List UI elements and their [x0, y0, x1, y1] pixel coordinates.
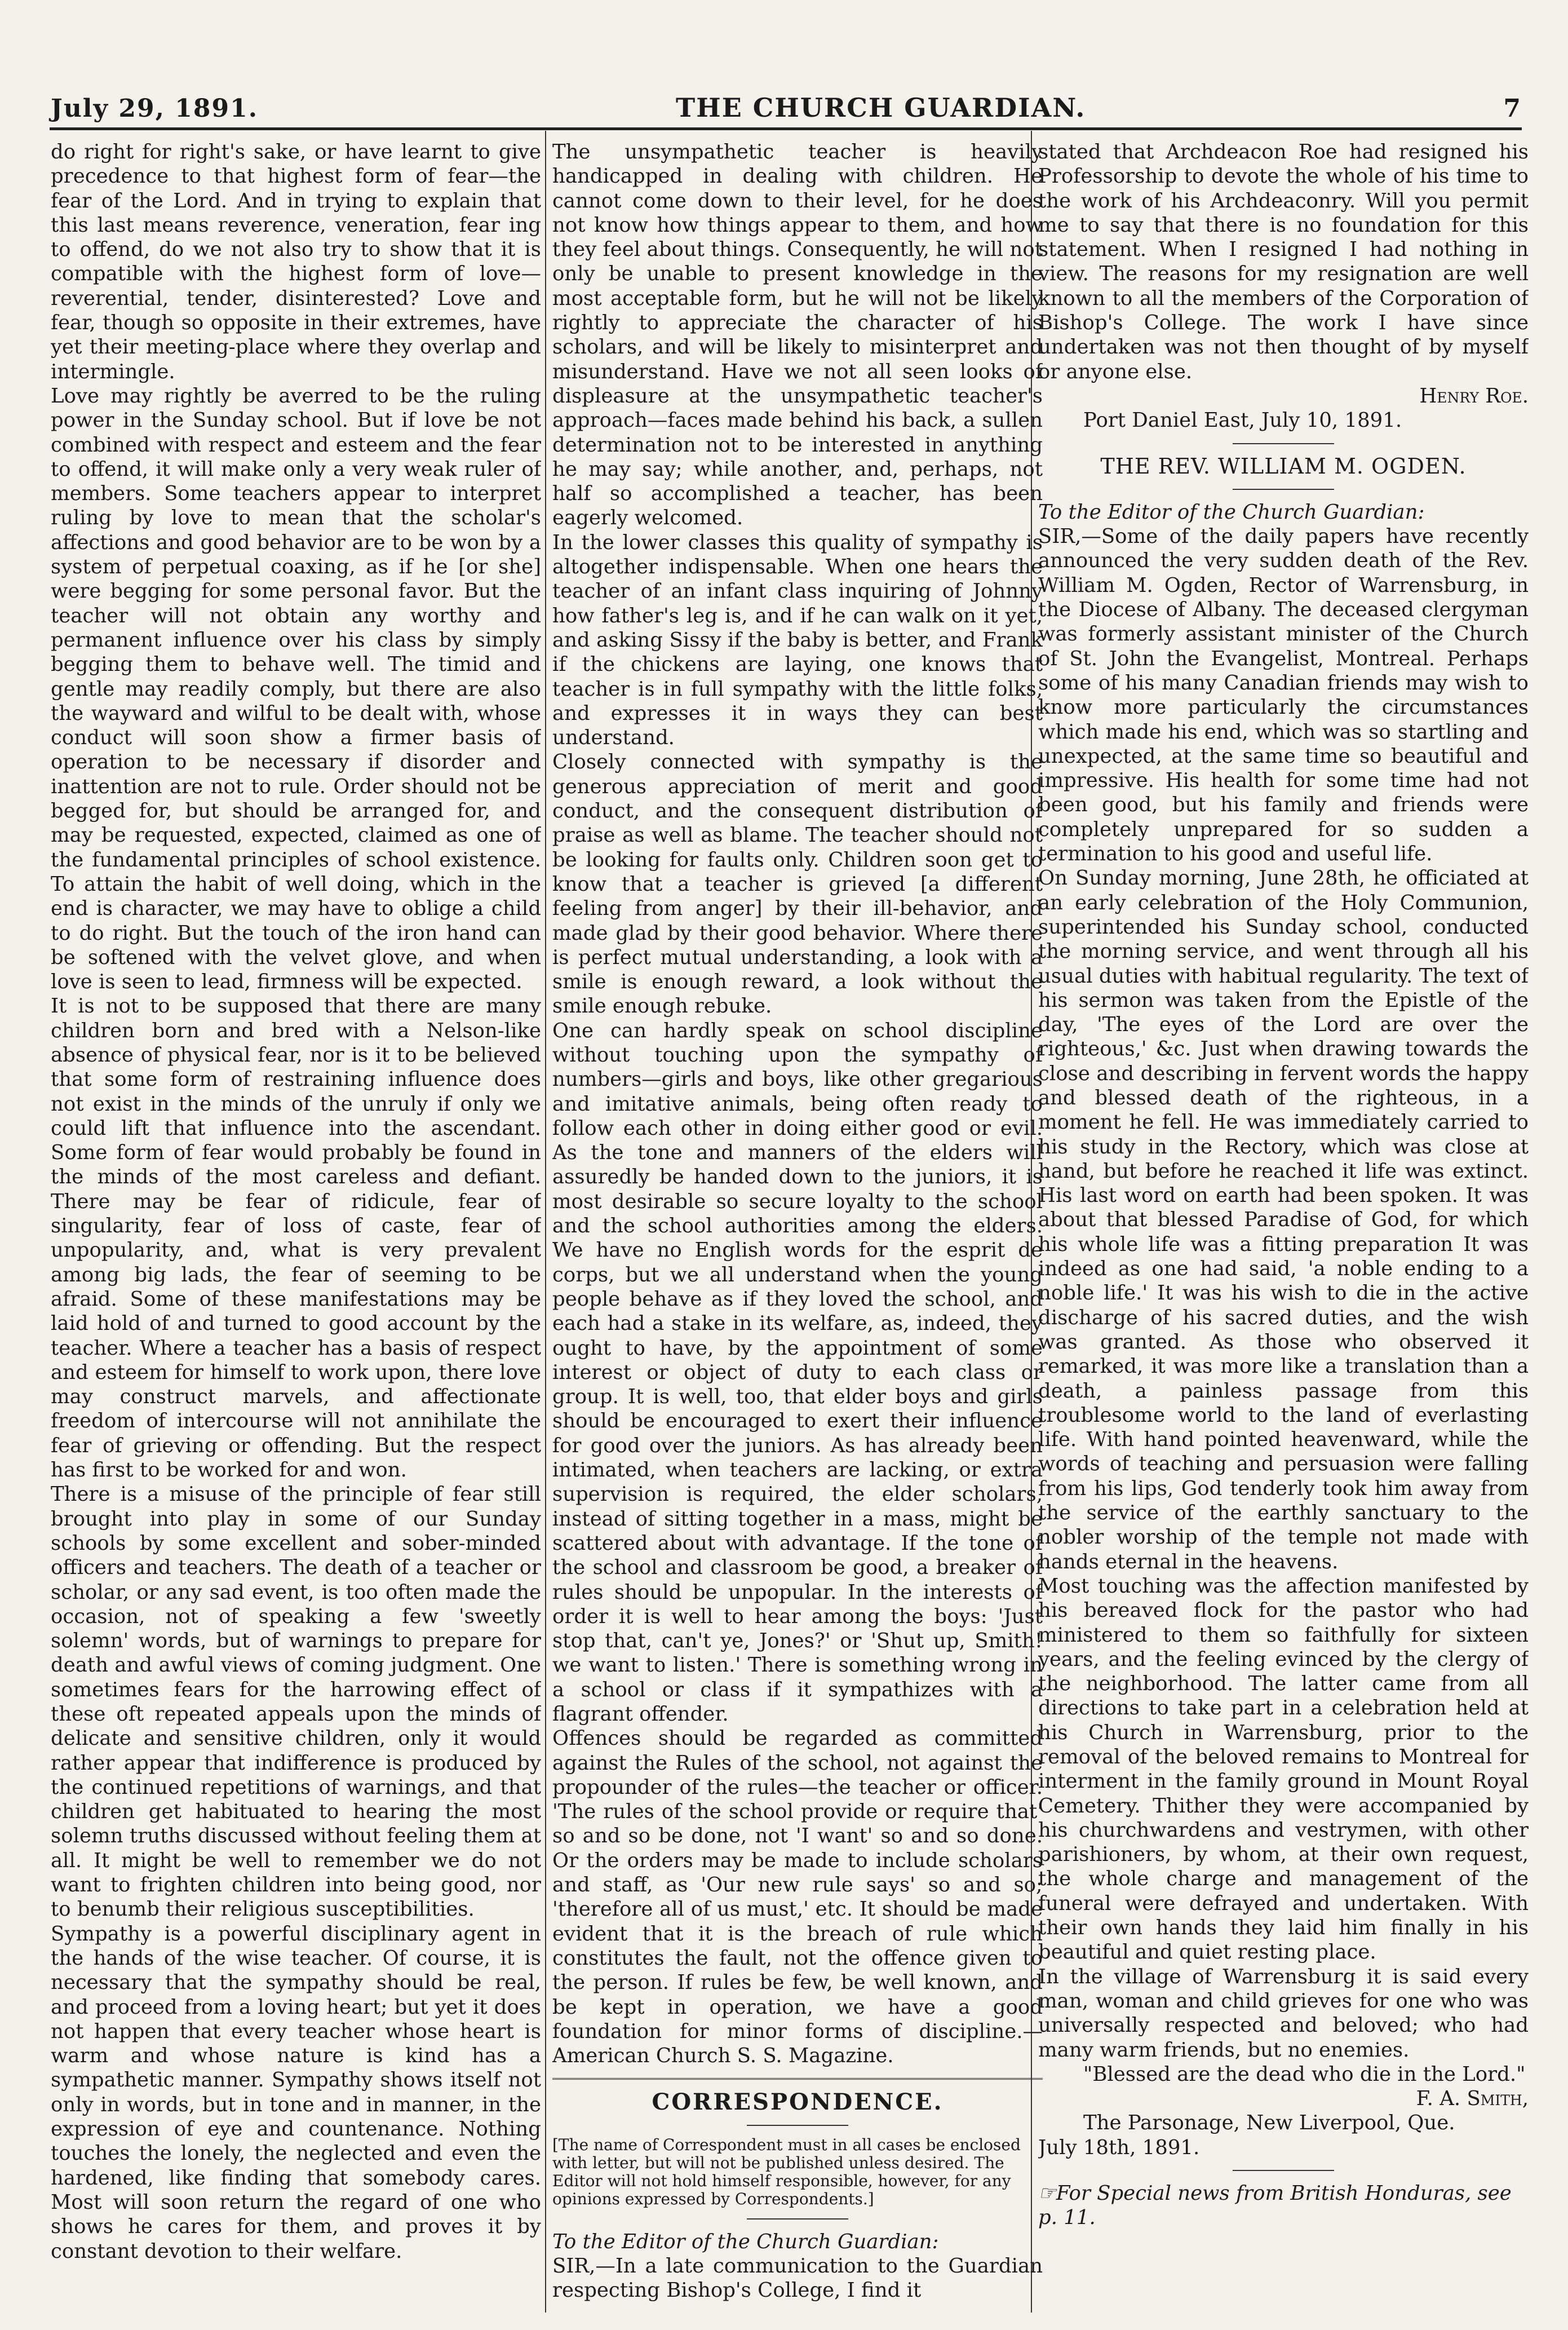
signature: Henry Roe.: [1419, 384, 1529, 408]
column-1: [51, 140, 541, 2316]
separator: [1233, 2170, 1334, 2171]
letter-place: Port Daniel East, July 10, 1891.: [1083, 409, 1402, 432]
paragraph: On Sunday morning, June 28th, he officiated at an early celebration of the Holy Communion, superintended his Sunday school, conducted the morning service, and went through all his usual duties with habitual regularity. The text of his sermon was taken from the Epistle of the day, 'The eyes of the Lord are over the righteous,' &c. Just when drawing towards the close and describing in fervent words the happy and blessed death of the righteous, in a moment he fell. He was immediately carried to his study in the Rectory, which was close at hand, but before he reached it life was extinct. His last word on earth had been spoken. It was about that blessed Paradise of God, for which his whole life was a fitting preparation It was indeed as one had said, 'a noble ending to a noble life.' It was his wish to die in the active discharge of his sacred duties, and the wish was granted. As those who observed it remarked, it was more like a translation than a death, a painless passage from this troublesome world to the land of everlasting life. With hand pointed heavenward, while the words of teaching and persuasion were falling from his lips, God tenderly took him away from the service of the earthly sanctuary to the nobler worship of the temple not made with hands eternal in the heavens.: [1038, 866, 1529, 1573]
paragraph: do right for right's sake, or have learnt to give precedence to that highest form of fear—the fear of the Lord. And in trying to explain that this last means reverence, veneration, fear ing to offend, do we not also try to show that it is compatible with the highest form of love—reverential, tender, disinterested? Love and fear, though so opposite in their extremes, have yet their meeting-place where they overlap and intermingle.: [51, 140, 541, 383]
column-rule: [545, 131, 546, 2313]
correspondence-heading: CORRESPONDENCE.: [652, 2089, 944, 2116]
paragraph: Love may rightly be averred to be the ruling power in the Sunday school. But if love be not combined with respect and esteem and the fear to offend, it will make only a very weak ruler of members. Some teachers appear to interpret ruling by love to mean that the scholar's affections and good behavior are to be won by a system of perpetual coaxing, as if he [or she] were begging for some personal favor. But the teacher will not obtain any worthy and permanent influence over his class by simply begging them to behave well. The timid and gentle may readily comply, but there are also the wayward and wilful to be dealt with, whose conduct will soon show a firmer basis of operation to be necessary if disorder and inattention are not to rule. Order should not be begged for, but should be arranged for, and may be requested, expected, claimed as one of the fundamental principles of school existence. To attain the habit of well doing, which in the end is character, we may have to oblige a child to do right. But the touch of the iron hand can be softened with the velvet glove, and when love is seen to lead, firmness will be expected.: [51, 384, 541, 994]
notice: ☞For Special news from British Honduras, see p. 11.: [1038, 2182, 1512, 2230]
paragraph: In the lower classes this quality of sympathy is altogether indispensable. When one hears the teacher of an infant class inquiring of Johnny how father's leg is, and if he can walk on it yet, and asking Sissy if the baby is better, and Frank if the chickens are laying, one knows that teacher is in full sympathy with the little folks, and expresses it in ways they can best understand.: [552, 530, 1043, 750]
paragraph: SIR,—Some of the daily papers have recently announced the very sudden death of the Rev. William M. Ogden, Rector of Warrensburg, in the Diocese of Albany. The deceased clergyman was formerly assistant minister of the Church of St. John the Evangelist, Montreal. Perhaps some of his many Canadian friends may wish to know more particularly the circumstances which made his end, which was so startling and unexpected, at the same time so beautiful and impressive. His health for some time had not been good, but his family and friends were completely unprepared for so sudden a termination to his good and useful life.: [1038, 525, 1529, 866]
paragraph: stated that Archdeacon Roe had resigned his Professorship to devote the whole of his time to the work of his Archdeaconry. Will you permit me to say that there is no foundation for this statement. When I resigned I had nothing in view. The reasons for my resignation are well known to all the members of the Corporation of Bishop's College. The work I have since undertaken was not then thought of by myself or anyone else.: [1038, 140, 1529, 383]
paragraph: There is a misuse of the principle of fear still brought into play in some of our Sunday schools by some excellent and sober-minded officers and teachers. The death of a teacher or scholar, or any sad event, is too often made the occasion, not of speaking a few 'sweetly solemn' words, but of warnings to prepare for death and awful views of coming judgment. One sometimes fears for the harrowing effect of these oft repeated appeals upon the minds of delicate and sensitive children, only it would rather appear that indifference is produced by the continued repetitions of warnings, and that children get habituated to hearing the most solemn truths discussed without feeling them at all. It might be well to remember we do not want to frighten children into being good, nor to benumb their religious susceptibilities.: [51, 1483, 541, 1921]
letter-salutation: To the Editor of the Church Guardian:: [552, 2230, 939, 2253]
heading-rule: [1233, 489, 1334, 490]
masthead-rule: [50, 127, 1522, 130]
editor-note: [The name of Correspondent must in all cases be enclosed with letter, but will not be published unless desired. The Editor will not hold himself responsible, however, for any opinions expressed by Correspondents.]: [552, 2135, 1021, 2208]
paragraph: One can hardly speak on school discipline without touching upon the sympathy of numbers—girls and boys, like other gregarious and imitative animals, being often ready to follow each other in doing either good or evil. As the tone and manners of the elders will assuredly be handed down to the juniors, it is most desirable so secure loyalty to the school and the school authorities among the elders. We have no English words for the esprit de corps, but we all understand when the young people behave as if they loved the school, and each had a stake in its welfare, as, indeed, they ought to have, by the appointment of some interest or object of duty to each class or group. It is well, too, that elder boys and girls should be encouraged to exert their influence for good over the juniors. As has already been intimated, when teachers are lacking, or extra supervision is required, the elder scholars, instead of sitting together in a mass, might be scattered about with advantage. If the tone of the school and classroom be good, a breaker of rules should be unpopular. In the interests of order it is well to hear among the boys: 'Just stop that, can't ye, Jones?' or 'Shut up, Smith! we want to listen.' There is something wrong in a school or class if it sympathizes with a flagrant offender.: [552, 1019, 1043, 1726]
heading-rule: [747, 2125, 848, 2126]
paragraph: Closely connected with sympathy is the generous appreciation of merit and good conduct, and the consequent distribution of praise as well as blame. The teacher should not be looking for faults only. Children soon get to know that a teacher is grieved [a different feeling from anger] by their ill-behavior, and made glad by their good behavior. Where there is perfect mutual understanding, a look with a smile is enough reward, a look without the smile enough rebuke.: [552, 750, 1043, 1018]
signature: F. A. Smith,: [1416, 2087, 1529, 2111]
paragraph: It is not to be supposed that there are many children born and bred with a Nelson-like absence of physical fear, nor is it to be believed that some form of restraining influence does not exist in the minds of the unruly if only we could lift that influence into the ascendant. Some form of fear would probably be found in the minds of the most careless and defiant. There may be fear of ridicule, fear of singularity, fear of loss of caste, fear of unpopularity, and, what is very prevalent among big lads, the fear of seeming to be afraid. Some of these manifestations may be laid hold of and turned to good account by the teacher. Where a teacher has a basis of respect and esteem for himself to work upon, there love may construct marvels, and affectionate freedom of intercourse will not annihilate the fear of grieving or offending. But the respect has first to be worked for and won.: [51, 994, 541, 1482]
masthead: [51, 67, 1522, 123]
paragraph: The unsympathetic teacher is heavily handicapped in dealing with children. He cannot come down to their level, for he does not know how things appear to them, and how they feel about things. Consequently, he will not only be unable to present knowledge in the most acceptable form, but he will not be likely rightly to appreciate the character of his scholars, and will be likely to misinterpret and misunderstand. Have we not all seen looks of displeasure at the unsympathetic teacher's approach—faces made behind his back, a sullen determination not to be interested in anything he may say; while another, and, perhaps, not half so accomplished a teacher, has been eagerly welcomed.: [552, 140, 1043, 530]
letter-date: July 18th, 1891.: [1038, 2136, 1200, 2159]
newspaper-title: THE CHURCH GUARDIAN.: [676, 92, 1086, 123]
separator: [1233, 443, 1334, 444]
column-3: [1038, 140, 1529, 2316]
paragraph: Most touching was the affection manifested by his bereaved flock for the pastor who had ministered to them so faithfully for sixteen years, and the feeling evinced by the clergy of the neighborhood. The latter came from all directions to take part in a celebration held at his Church in Warrensburg, prior to the removal of the beloved remains to Montreal for interment in the family ground in Mount Royal Cemetery. Thither they were accompanied by his churchwardens and vestrymen, with other parishioners, by whom, at their own request, the whole charge and management of the funeral were defrayed and undertaken. With their own hands they laid him finally in his beautiful and quiet resting place.: [1038, 1574, 1529, 1964]
issue-date: July 29, 1891.: [51, 94, 259, 123]
section-rule: [552, 2078, 1043, 2080]
column-2: [552, 140, 1043, 2316]
letter-place: The Parsonage, New Liverpool, Que.: [1083, 2111, 1455, 2135]
paragraph: Sympathy is a powerful disciplinary agent in the hands of the wise teacher. Of course, it is necessary that the sympathy should be real, and proceed from a loving heart; but yet it does not happen that every teacher whose heart is warm and whose nature is kind has a sympathetic manner. Sympathy shows itself not only in words, but in tone and in manner, in the expression of eye and countenance. Nothing touches the lonely, the neglected and even the hardened, like finding that somebody cares. Most will soon return the regard of one who shows he cares for them, and proves it by constant devotion to their welfare.: [51, 1922, 541, 2263]
page-number: 7: [1503, 94, 1522, 123]
paragraph: Offences should be regarded as committed against the Rules of the school, not against the propounder of the rules—the teacher or officer. 'The rules of the school provide or require that' so and so be done, not 'I want' so and so done. Or the orders may be made to include scholars and staff, as 'Our new rule says' so and so; 'therefore all of us must,' etc. It should be made evident that it is the breach of rule which constitutes the fault, not the offence given to the person. If rules be few, be well known, and be kept in operation, we have a good foundation for minor forms of discipline.—American Church S. S. Magazine.: [552, 1727, 1043, 2068]
separator: [747, 2218, 848, 2220]
article-heading: THE REV. WILLIAM M. OGDEN.: [1100, 453, 1467, 479]
quotation: "Blessed are the dead who die in the Lord.": [1083, 2062, 1526, 2086]
letter-salutation: To the Editor of the Church Guardian:: [1038, 500, 1425, 524]
paragraph: In the village of Warrensburg it is said every man, woman and child grieves for one who was universally respected and beloved; who had many warm friends, but no enemies.: [1038, 1965, 1529, 2062]
paragraph: SIR,—In a late communication to the Guardian respecting Bishop's College, I find it: [552, 2254, 1043, 2302]
